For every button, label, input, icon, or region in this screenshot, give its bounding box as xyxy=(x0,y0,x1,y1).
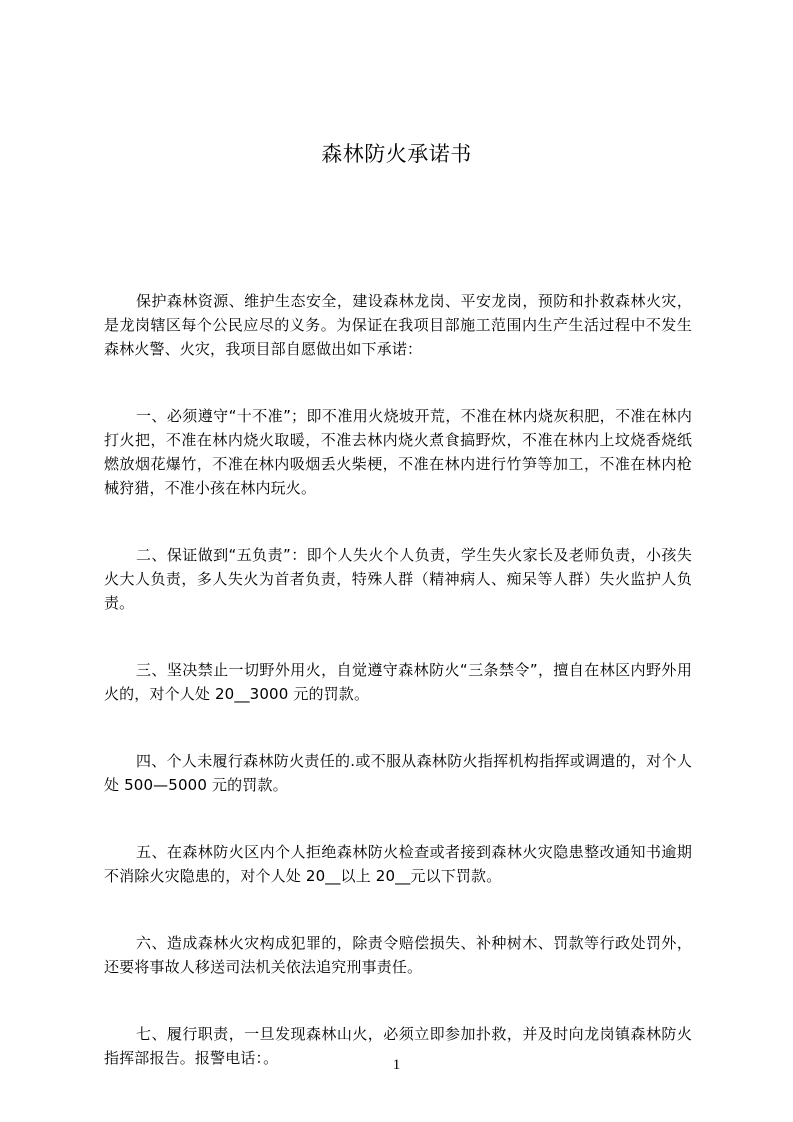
paragraph-intro: 保护森林资源、维护生态安全，建设森林龙岗、平安龙岗，预防和扑救森林火灾，是龙岗辖区每个公民应尽的义务。为保证在我项目部施工范围内生产生活过程中不发生森林火警、火灾，我项目部自愿做出如下承诺： xyxy=(104,292,692,358)
paragraph-item-3: 三、坚决禁止一切野外用火，自觉遵守森林防火“三条禁令”，擅自在林区内野外用火的，对个人处 20__3000 元的罚款。 xyxy=(104,661,692,703)
page-title: 森林防火承诺书 xyxy=(321,142,472,166)
paragraph-item-7: 七、履行职责，一旦发现森林山火，必须立即参加扑救，并及时向龙岗镇森林防火指挥部报告。报警电话：。 xyxy=(104,1025,692,1067)
page-number: 1 xyxy=(392,1057,401,1073)
paragraph-item-6: 六、造成森林火灾构成犯罪的，除责令赔偿损失、补种树木、罚款等行政处罚外，还要将事故人移送司法机关依法追究刑事责任。 xyxy=(104,934,692,976)
paragraph-item-5: 五、在森林防火区内个人拒绝森林防火检查或者接到森林火灾隐患整改通知书逾期不消除火灾隐患的，对个人处 20__以上 20__元以下罚款。 xyxy=(104,843,692,885)
document-body xyxy=(104,289,692,1070)
paragraph-item-2: 二、保证做到“五负责”：即个人失火个人负责，学生失火家长及老师负责，小孩失火大人负责，多人失火为首者负责，特殊人群（精神病人、痴呆等人群）失火监护人负责。 xyxy=(104,546,692,612)
paragraph-item-1: 一、必须遵守“十不准”；即不准用火烧坡开荒，不准在林内烧灰积肥，不准在林内打火把，不准在林内烧火取暖，不准去林内烧火煮食搞野炊，不准在林内上坟烧香烧纸燃放烟花爆竹，不准在林内吸烟丢火柴梗，不准在林内进行竹笋等加工，不准在林内枪械狩猎，不准小孩在林内玩火。 xyxy=(104,407,692,497)
paragraph-item-4: 四、个人未履行森林防火责任的.或不服从森林防火指挥机构指挥或调遣的，对个人处 500—5000 元的罚款。 xyxy=(104,752,692,794)
